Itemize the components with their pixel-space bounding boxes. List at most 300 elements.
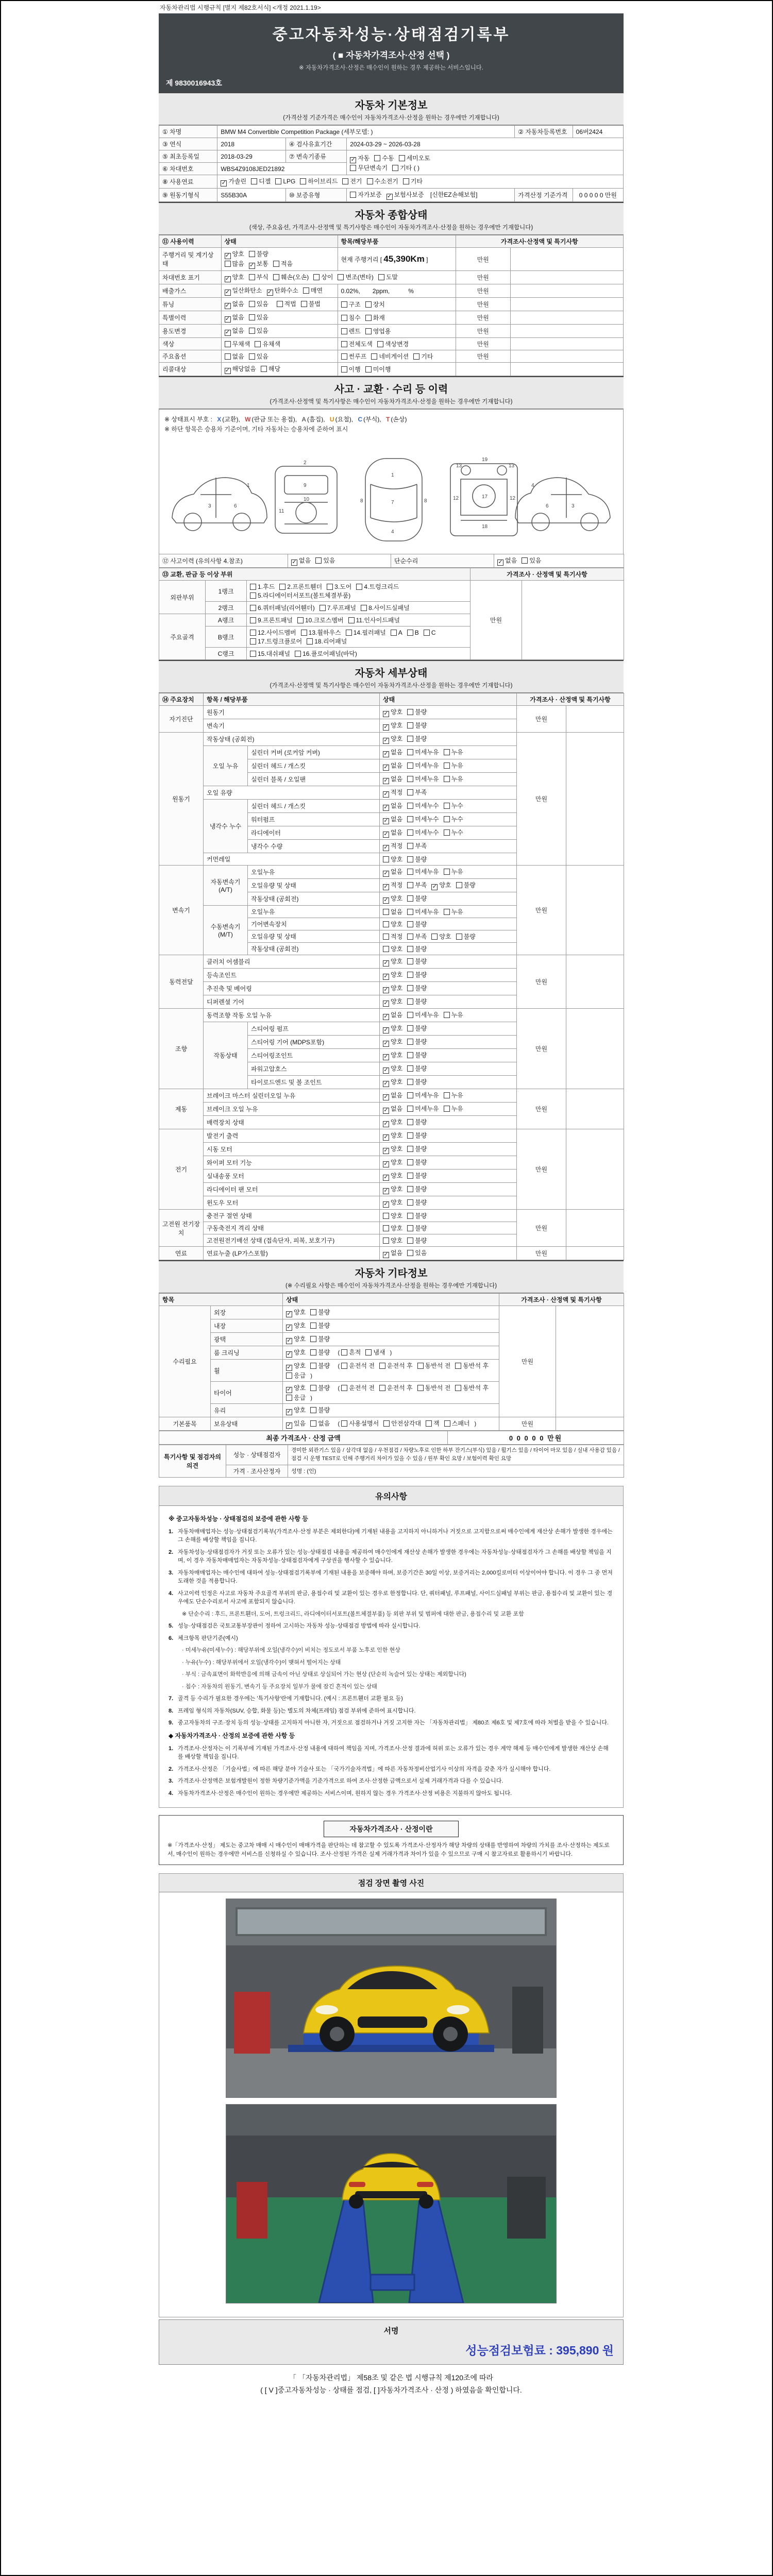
checkbox-checked-icon[interactable] xyxy=(383,805,389,811)
checkbox-icon[interactable] xyxy=(407,736,413,742)
checkbox-option[interactable] xyxy=(383,1144,402,1154)
checkbox-option[interactable] xyxy=(379,1361,413,1370)
checkbox-icon[interactable] xyxy=(444,762,450,769)
checkbox-option[interactable] xyxy=(286,1383,306,1393)
checkbox-option[interactable] xyxy=(379,1383,413,1392)
checkbox-option[interactable] xyxy=(407,855,427,863)
checkbox-icon[interactable] xyxy=(417,1385,424,1391)
checkbox-option[interactable] xyxy=(383,1131,402,1141)
checkbox-icon[interactable] xyxy=(371,353,377,360)
checkbox-option[interactable] xyxy=(341,313,361,322)
checkbox-option[interactable] xyxy=(301,628,341,637)
checkbox-option[interactable] xyxy=(310,1321,330,1330)
checkbox-option[interactable] xyxy=(313,273,333,281)
checkbox-option[interactable] xyxy=(383,880,402,890)
checkbox-icon[interactable] xyxy=(250,630,256,636)
checkbox-icon[interactable] xyxy=(365,366,372,372)
checkbox-icon[interactable] xyxy=(407,762,413,769)
checkbox-icon[interactable] xyxy=(341,328,347,334)
checkbox-icon[interactable] xyxy=(365,301,372,308)
checkbox-icon[interactable] xyxy=(249,251,255,257)
checkbox-icon[interactable] xyxy=(307,638,313,645)
checkbox-icon[interactable] xyxy=(275,178,281,184)
checkbox-option[interactable] xyxy=(407,1171,427,1180)
checkbox-option[interactable] xyxy=(315,556,335,565)
checkbox-option[interactable] xyxy=(407,984,427,992)
checkbox-icon[interactable] xyxy=(350,192,356,198)
checkbox-icon[interactable] xyxy=(456,882,462,888)
checkbox-checked-icon[interactable] xyxy=(249,263,255,269)
checkbox-icon[interactable] xyxy=(407,709,413,715)
checkbox-option[interactable] xyxy=(413,352,433,361)
checkbox-option[interactable] xyxy=(341,352,367,361)
checkbox-icon[interactable] xyxy=(417,1363,424,1369)
checkbox-option[interactable] xyxy=(407,894,427,903)
checkbox-option[interactable] xyxy=(383,841,402,851)
checkbox-option[interactable] xyxy=(383,1158,402,1167)
checkbox-option[interactable] xyxy=(444,1091,463,1099)
checkbox-option[interactable] xyxy=(444,1104,463,1113)
checkbox-icon[interactable] xyxy=(261,366,267,372)
checkbox-icon[interactable] xyxy=(444,1092,450,1098)
checkbox-checked-icon[interactable] xyxy=(383,1201,389,1208)
checkbox-icon[interactable] xyxy=(392,165,398,171)
checkbox-icon[interactable] xyxy=(383,921,389,927)
checkbox-option[interactable] xyxy=(365,1348,385,1357)
checkbox-option[interactable] xyxy=(407,920,427,928)
checkbox-checked-icon[interactable] xyxy=(383,884,389,890)
checkbox-option[interactable] xyxy=(286,1371,306,1380)
checkbox-option[interactable] xyxy=(225,299,244,309)
checkbox-option[interactable] xyxy=(365,327,391,335)
checkbox-icon[interactable] xyxy=(320,605,326,611)
checkbox-option[interactable] xyxy=(407,629,419,636)
checkbox-option[interactable] xyxy=(286,1419,306,1429)
checkbox-icon[interactable] xyxy=(407,829,413,836)
checkbox-option[interactable] xyxy=(383,828,402,838)
checkbox-option[interactable] xyxy=(407,748,439,756)
checkbox-option[interactable] xyxy=(386,190,424,200)
checkbox-option[interactable] xyxy=(383,957,402,967)
checkbox-checked-icon[interactable] xyxy=(225,253,231,259)
checkbox-checked-icon[interactable] xyxy=(383,1094,389,1100)
checkbox-option[interactable] xyxy=(341,1348,361,1357)
checkbox-option[interactable] xyxy=(310,1383,330,1392)
checkbox-option[interactable] xyxy=(225,313,244,323)
checkbox-icon[interactable] xyxy=(407,1025,413,1031)
checkbox-option[interactable] xyxy=(383,1077,402,1087)
checkbox-checked-icon[interactable] xyxy=(383,960,389,967)
checkbox-option[interactable] xyxy=(383,1117,402,1127)
checkbox-option[interactable] xyxy=(407,788,427,796)
checkbox-option[interactable] xyxy=(455,1383,489,1392)
checkbox-option[interactable] xyxy=(407,970,427,979)
checkbox-option[interactable] xyxy=(383,1184,402,1194)
checkbox-option[interactable] xyxy=(341,365,361,374)
checkbox-option[interactable] xyxy=(383,1171,402,1181)
checkbox-icon[interactable] xyxy=(407,882,413,888)
checkbox-checked-icon[interactable] xyxy=(383,818,389,824)
checkbox-icon[interactable] xyxy=(365,328,372,334)
checkbox-icon[interactable] xyxy=(407,985,413,991)
checkbox-option[interactable] xyxy=(383,801,402,811)
checkbox-option[interactable] xyxy=(250,591,350,600)
checkbox-icon[interactable] xyxy=(250,605,256,611)
checkbox-option[interactable] xyxy=(350,163,388,172)
checkbox-icon[interactable] xyxy=(295,651,301,657)
checkbox-option[interactable] xyxy=(407,1117,427,1126)
checkbox-checked-icon[interactable] xyxy=(225,276,231,282)
checkbox-option[interactable] xyxy=(251,177,271,185)
checkbox-option[interactable] xyxy=(225,340,250,348)
checkbox-icon[interactable] xyxy=(341,353,347,360)
checkbox-option[interactable] xyxy=(383,1037,402,1047)
checkbox-icon[interactable] xyxy=(407,998,413,1005)
checkbox-icon[interactable] xyxy=(407,816,413,822)
checkbox-icon[interactable] xyxy=(407,1052,413,1058)
checkbox-icon[interactable] xyxy=(361,605,367,611)
checkbox-option[interactable] xyxy=(444,748,463,756)
checkbox-icon[interactable] xyxy=(407,921,413,927)
checkbox-icon[interactable] xyxy=(365,315,372,321)
checkbox-icon[interactable] xyxy=(250,584,256,590)
checkbox-option[interactable] xyxy=(341,340,373,348)
checkbox-option[interactable] xyxy=(444,828,463,837)
checkbox-option[interactable] xyxy=(310,1308,330,1316)
checkbox-icon[interactable] xyxy=(341,1385,347,1391)
checkbox-icon[interactable] xyxy=(225,261,231,267)
checkbox-option[interactable] xyxy=(286,1348,306,1358)
checkbox-option[interactable] xyxy=(407,721,427,730)
checkbox-option[interactable] xyxy=(383,1224,402,1232)
checkbox-icon[interactable] xyxy=(407,946,413,952)
checkbox-option[interactable] xyxy=(444,801,463,810)
checkbox-option[interactable] xyxy=(383,1010,402,1020)
checkbox-checked-icon[interactable] xyxy=(386,194,393,200)
checkbox-icon[interactable] xyxy=(301,630,307,636)
checkbox-option[interactable] xyxy=(301,299,321,308)
checkbox-icon[interactable] xyxy=(341,315,347,321)
checkbox-icon[interactable] xyxy=(378,274,384,280)
checkbox-checked-icon[interactable] xyxy=(497,560,503,566)
checkbox-checked-icon[interactable] xyxy=(383,832,389,838)
checkbox-option[interactable] xyxy=(277,299,296,308)
checkbox-icon[interactable] xyxy=(407,749,413,755)
checkbox-option[interactable] xyxy=(383,1236,402,1245)
checkbox-option[interactable] xyxy=(431,932,451,941)
checkbox-option[interactable] xyxy=(286,1405,306,1415)
checkbox-option[interactable] xyxy=(356,582,399,591)
checkbox-option[interactable] xyxy=(407,907,439,916)
checkbox-option[interactable] xyxy=(383,815,402,824)
checkbox-icon[interactable] xyxy=(407,1238,413,1244)
checkbox-icon[interactable] xyxy=(310,1323,316,1329)
checkbox-option[interactable] xyxy=(341,300,361,309)
checkbox-icon[interactable] xyxy=(341,341,347,347)
checkbox-icon[interactable] xyxy=(407,1159,413,1165)
checkbox-icon[interactable] xyxy=(341,366,347,372)
checkbox-checked-icon[interactable] xyxy=(383,1148,389,1154)
checkbox-checked-icon[interactable] xyxy=(383,1001,389,1007)
checkbox-option[interactable] xyxy=(383,970,402,980)
checkbox-icon[interactable] xyxy=(444,829,450,836)
checkbox-checked-icon[interactable] xyxy=(225,330,231,336)
checkbox-option[interactable] xyxy=(383,997,402,1007)
checkbox-icon[interactable] xyxy=(342,178,348,184)
checkbox-icon[interactable] xyxy=(379,1385,385,1391)
checkbox-icon[interactable] xyxy=(273,261,279,267)
checkbox-icon[interactable] xyxy=(444,803,450,809)
checkbox-icon[interactable] xyxy=(444,816,450,822)
checkbox-option[interactable] xyxy=(383,788,402,798)
checkbox-option[interactable] xyxy=(383,1050,402,1060)
checkbox-option[interactable] xyxy=(261,364,280,373)
checkbox-option[interactable] xyxy=(407,932,427,941)
checkbox-option[interactable] xyxy=(383,1198,402,1208)
checkbox-option[interactable] xyxy=(225,249,244,259)
checkbox-option[interactable] xyxy=(383,1104,402,1114)
checkbox-icon[interactable] xyxy=(403,178,409,184)
checkbox-icon[interactable] xyxy=(273,274,279,280)
checkbox-icon[interactable] xyxy=(407,1039,413,1045)
checkbox-icon[interactable] xyxy=(249,301,255,307)
checkbox-icon[interactable] xyxy=(407,1213,413,1219)
checkbox-option[interactable] xyxy=(286,1308,306,1317)
checkbox-checked-icon[interactable] xyxy=(383,845,389,851)
checkbox-icon[interactable] xyxy=(348,617,355,623)
checkbox-icon[interactable] xyxy=(456,934,462,940)
checkbox-icon[interactable] xyxy=(444,1012,450,1018)
checkbox-icon[interactable] xyxy=(310,1420,316,1427)
checkbox-icon[interactable] xyxy=(407,1119,413,1125)
checkbox-option[interactable] xyxy=(383,1091,402,1100)
checkbox-option[interactable] xyxy=(249,273,268,281)
checkbox-icon[interactable] xyxy=(407,1146,413,1152)
checkbox-option[interactable] xyxy=(392,163,419,172)
checkbox-option[interactable] xyxy=(225,364,256,374)
checkbox-option[interactable] xyxy=(267,286,298,296)
checkbox-option[interactable] xyxy=(383,721,402,731)
checkbox-checked-icon[interactable] xyxy=(383,724,389,731)
checkbox-option[interactable] xyxy=(407,1091,439,1099)
checkbox-option[interactable] xyxy=(407,997,427,1006)
checkbox-option[interactable] xyxy=(250,649,290,658)
checkbox-option[interactable] xyxy=(286,1393,306,1402)
checkbox-option[interactable] xyxy=(286,1361,306,1371)
checkbox-icon[interactable] xyxy=(383,909,389,915)
checkbox-checked-icon[interactable] xyxy=(383,897,389,904)
checkbox-icon[interactable] xyxy=(407,909,413,915)
checkbox-option[interactable] xyxy=(286,1334,306,1344)
checkbox-icon[interactable] xyxy=(365,1349,372,1355)
checkbox-icon[interactable] xyxy=(383,1238,389,1244)
checkbox-icon[interactable] xyxy=(407,1092,413,1098)
checkbox-checked-icon[interactable] xyxy=(383,1161,389,1167)
checkbox-checked-icon[interactable] xyxy=(286,1351,292,1358)
checkbox-option[interactable] xyxy=(249,352,268,361)
checkbox-icon[interactable] xyxy=(341,301,347,308)
checkbox-option[interactable] xyxy=(377,340,409,348)
checkbox-option[interactable] xyxy=(249,313,268,321)
checkbox-icon[interactable] xyxy=(407,869,413,875)
checkbox-option[interactable] xyxy=(297,616,344,624)
checkbox-option[interactable] xyxy=(407,1198,427,1207)
checkbox-option[interactable] xyxy=(407,1131,427,1140)
checkbox-option[interactable] xyxy=(417,1383,451,1392)
checkbox-icon[interactable] xyxy=(444,1106,450,1112)
checkbox-option[interactable] xyxy=(383,748,402,757)
checkbox-icon[interactable] xyxy=(407,722,413,728)
checkbox-icon[interactable] xyxy=(407,843,413,849)
checkbox-option[interactable] xyxy=(383,761,402,771)
checkbox-option[interactable] xyxy=(291,556,311,566)
checkbox-option[interactable] xyxy=(350,154,369,163)
checkbox-icon[interactable] xyxy=(356,584,362,590)
checkbox-option[interactable] xyxy=(426,1419,440,1428)
checkbox-checked-icon[interactable] xyxy=(383,1108,389,1114)
checkbox-icon[interactable] xyxy=(407,972,413,978)
checkbox-icon[interactable] xyxy=(346,630,352,636)
checkbox-option[interactable] xyxy=(407,734,427,743)
checkbox-option[interactable] xyxy=(310,1405,330,1414)
checkbox-option[interactable] xyxy=(273,259,293,268)
checkbox-icon[interactable] xyxy=(379,1363,385,1369)
checkbox-checked-icon[interactable] xyxy=(383,1041,389,1047)
checkbox-option[interactable] xyxy=(407,761,439,770)
checkbox-option[interactable] xyxy=(407,1010,439,1019)
checkbox-option[interactable] xyxy=(225,352,244,361)
checkbox-icon[interactable] xyxy=(407,1250,413,1256)
checkbox-option[interactable] xyxy=(342,177,362,185)
checkbox-option[interactable] xyxy=(407,841,427,850)
checkbox-icon[interactable] xyxy=(279,584,285,590)
checkbox-checked-icon[interactable] xyxy=(267,290,273,296)
checkbox-checked-icon[interactable] xyxy=(350,157,356,163)
checkbox-option[interactable] xyxy=(383,734,402,744)
checkbox-icon[interactable] xyxy=(341,1363,347,1369)
checkbox-option[interactable] xyxy=(249,259,268,269)
checkbox-option[interactable] xyxy=(497,556,517,566)
checkbox-option[interactable] xyxy=(407,1077,427,1086)
checkbox-icon[interactable] xyxy=(310,1385,316,1391)
checkbox-option[interactable] xyxy=(250,616,293,624)
checkbox-icon[interactable] xyxy=(286,1372,292,1379)
checkbox-icon[interactable] xyxy=(383,1213,389,1219)
checkbox-option[interactable] xyxy=(383,1024,402,1033)
checkbox-icon[interactable] xyxy=(250,617,256,623)
checkbox-option[interactable] xyxy=(407,1184,427,1193)
checkbox-checked-icon[interactable] xyxy=(383,1014,389,1020)
checkbox-icon[interactable] xyxy=(367,178,373,184)
checkbox-option[interactable] xyxy=(303,286,323,295)
checkbox-option[interactable] xyxy=(310,1361,330,1370)
checkbox-option[interactable] xyxy=(444,815,463,823)
checkbox-icon[interactable] xyxy=(424,630,430,636)
checkbox-icon[interactable] xyxy=(255,341,261,347)
checkbox-icon[interactable] xyxy=(338,274,344,280)
checkbox-checked-icon[interactable] xyxy=(286,1325,292,1331)
checkbox-icon[interactable] xyxy=(374,155,380,161)
checkbox-icon[interactable] xyxy=(310,1407,316,1413)
checkbox-option[interactable] xyxy=(383,707,402,717)
checkbox-option[interactable] xyxy=(350,190,381,199)
checkbox-icon[interactable] xyxy=(413,353,419,360)
checkbox-icon[interactable] xyxy=(315,557,322,564)
checkbox-checked-icon[interactable] xyxy=(286,1409,292,1415)
checkbox-option[interactable] xyxy=(407,1211,427,1220)
checkbox-option[interactable] xyxy=(310,1419,330,1428)
checkbox-checked-icon[interactable] xyxy=(383,871,389,877)
checkbox-option[interactable] xyxy=(403,177,423,185)
checkbox-option[interactable] xyxy=(383,1211,402,1220)
checkbox-checked-icon[interactable] xyxy=(383,738,389,744)
checkbox-option[interactable] xyxy=(346,628,386,637)
checkbox-option[interactable] xyxy=(250,628,296,637)
checkbox-icon[interactable] xyxy=(250,651,256,657)
checkbox-option[interactable] xyxy=(407,1158,427,1166)
checkbox-checked-icon[interactable] xyxy=(225,368,231,374)
checkbox-option[interactable] xyxy=(444,761,463,770)
checkbox-option[interactable] xyxy=(371,352,409,361)
checkbox-option[interactable] xyxy=(407,1024,427,1032)
checkbox-checked-icon[interactable] xyxy=(383,1121,389,1127)
checkbox-option[interactable] xyxy=(338,273,373,281)
checkbox-icon[interactable] xyxy=(341,1349,347,1355)
checkbox-icon[interactable] xyxy=(249,314,255,320)
checkbox-option[interactable] xyxy=(407,1144,427,1153)
checkbox-icon[interactable] xyxy=(300,178,306,184)
checkbox-icon[interactable] xyxy=(383,1420,390,1427)
checkbox-option[interactable] xyxy=(307,637,347,646)
checkbox-checked-icon[interactable] xyxy=(286,1422,292,1429)
checkbox-icon[interactable] xyxy=(310,1363,316,1369)
checkbox-icon[interactable] xyxy=(444,749,450,755)
checkbox-icon[interactable] xyxy=(297,617,304,623)
checkbox-option[interactable] xyxy=(249,299,268,308)
checkbox-icon[interactable] xyxy=(251,178,257,184)
checkbox-icon[interactable] xyxy=(444,909,450,915)
checkbox-icon[interactable] xyxy=(225,353,231,360)
checkbox-option[interactable] xyxy=(383,984,402,993)
checkbox-checked-icon[interactable] xyxy=(383,1252,389,1258)
checkbox-option[interactable] xyxy=(407,1037,427,1046)
checkbox-option[interactable] xyxy=(407,801,439,810)
checkbox-icon[interactable] xyxy=(399,155,405,161)
checkbox-option[interactable] xyxy=(273,273,309,281)
checkbox-icon[interactable] xyxy=(455,1385,461,1391)
checkbox-option[interactable] xyxy=(407,957,427,965)
checkbox-option[interactable] xyxy=(275,178,295,185)
checkbox-option[interactable] xyxy=(522,556,541,565)
checkbox-icon[interactable] xyxy=(391,630,397,636)
checkbox-icon[interactable] xyxy=(249,274,255,280)
checkbox-option[interactable] xyxy=(444,907,463,916)
checkbox-option[interactable] xyxy=(407,815,439,823)
checkbox-icon[interactable] xyxy=(350,165,356,171)
checkbox-option[interactable] xyxy=(407,944,427,953)
checkbox-checked-icon[interactable] xyxy=(383,778,389,784)
checkbox-option[interactable] xyxy=(250,603,315,612)
checkbox-icon[interactable] xyxy=(426,1420,432,1427)
checkbox-icon[interactable] xyxy=(455,1363,461,1369)
checkbox-option[interactable] xyxy=(407,828,439,837)
checkbox-option[interactable] xyxy=(310,1334,330,1343)
checkbox-icon[interactable] xyxy=(444,1420,450,1427)
checkbox-checked-icon[interactable] xyxy=(383,711,389,717)
checkbox-icon[interactable] xyxy=(407,1079,413,1085)
checkbox-icon[interactable] xyxy=(407,958,413,964)
checkbox-option[interactable] xyxy=(250,582,275,591)
